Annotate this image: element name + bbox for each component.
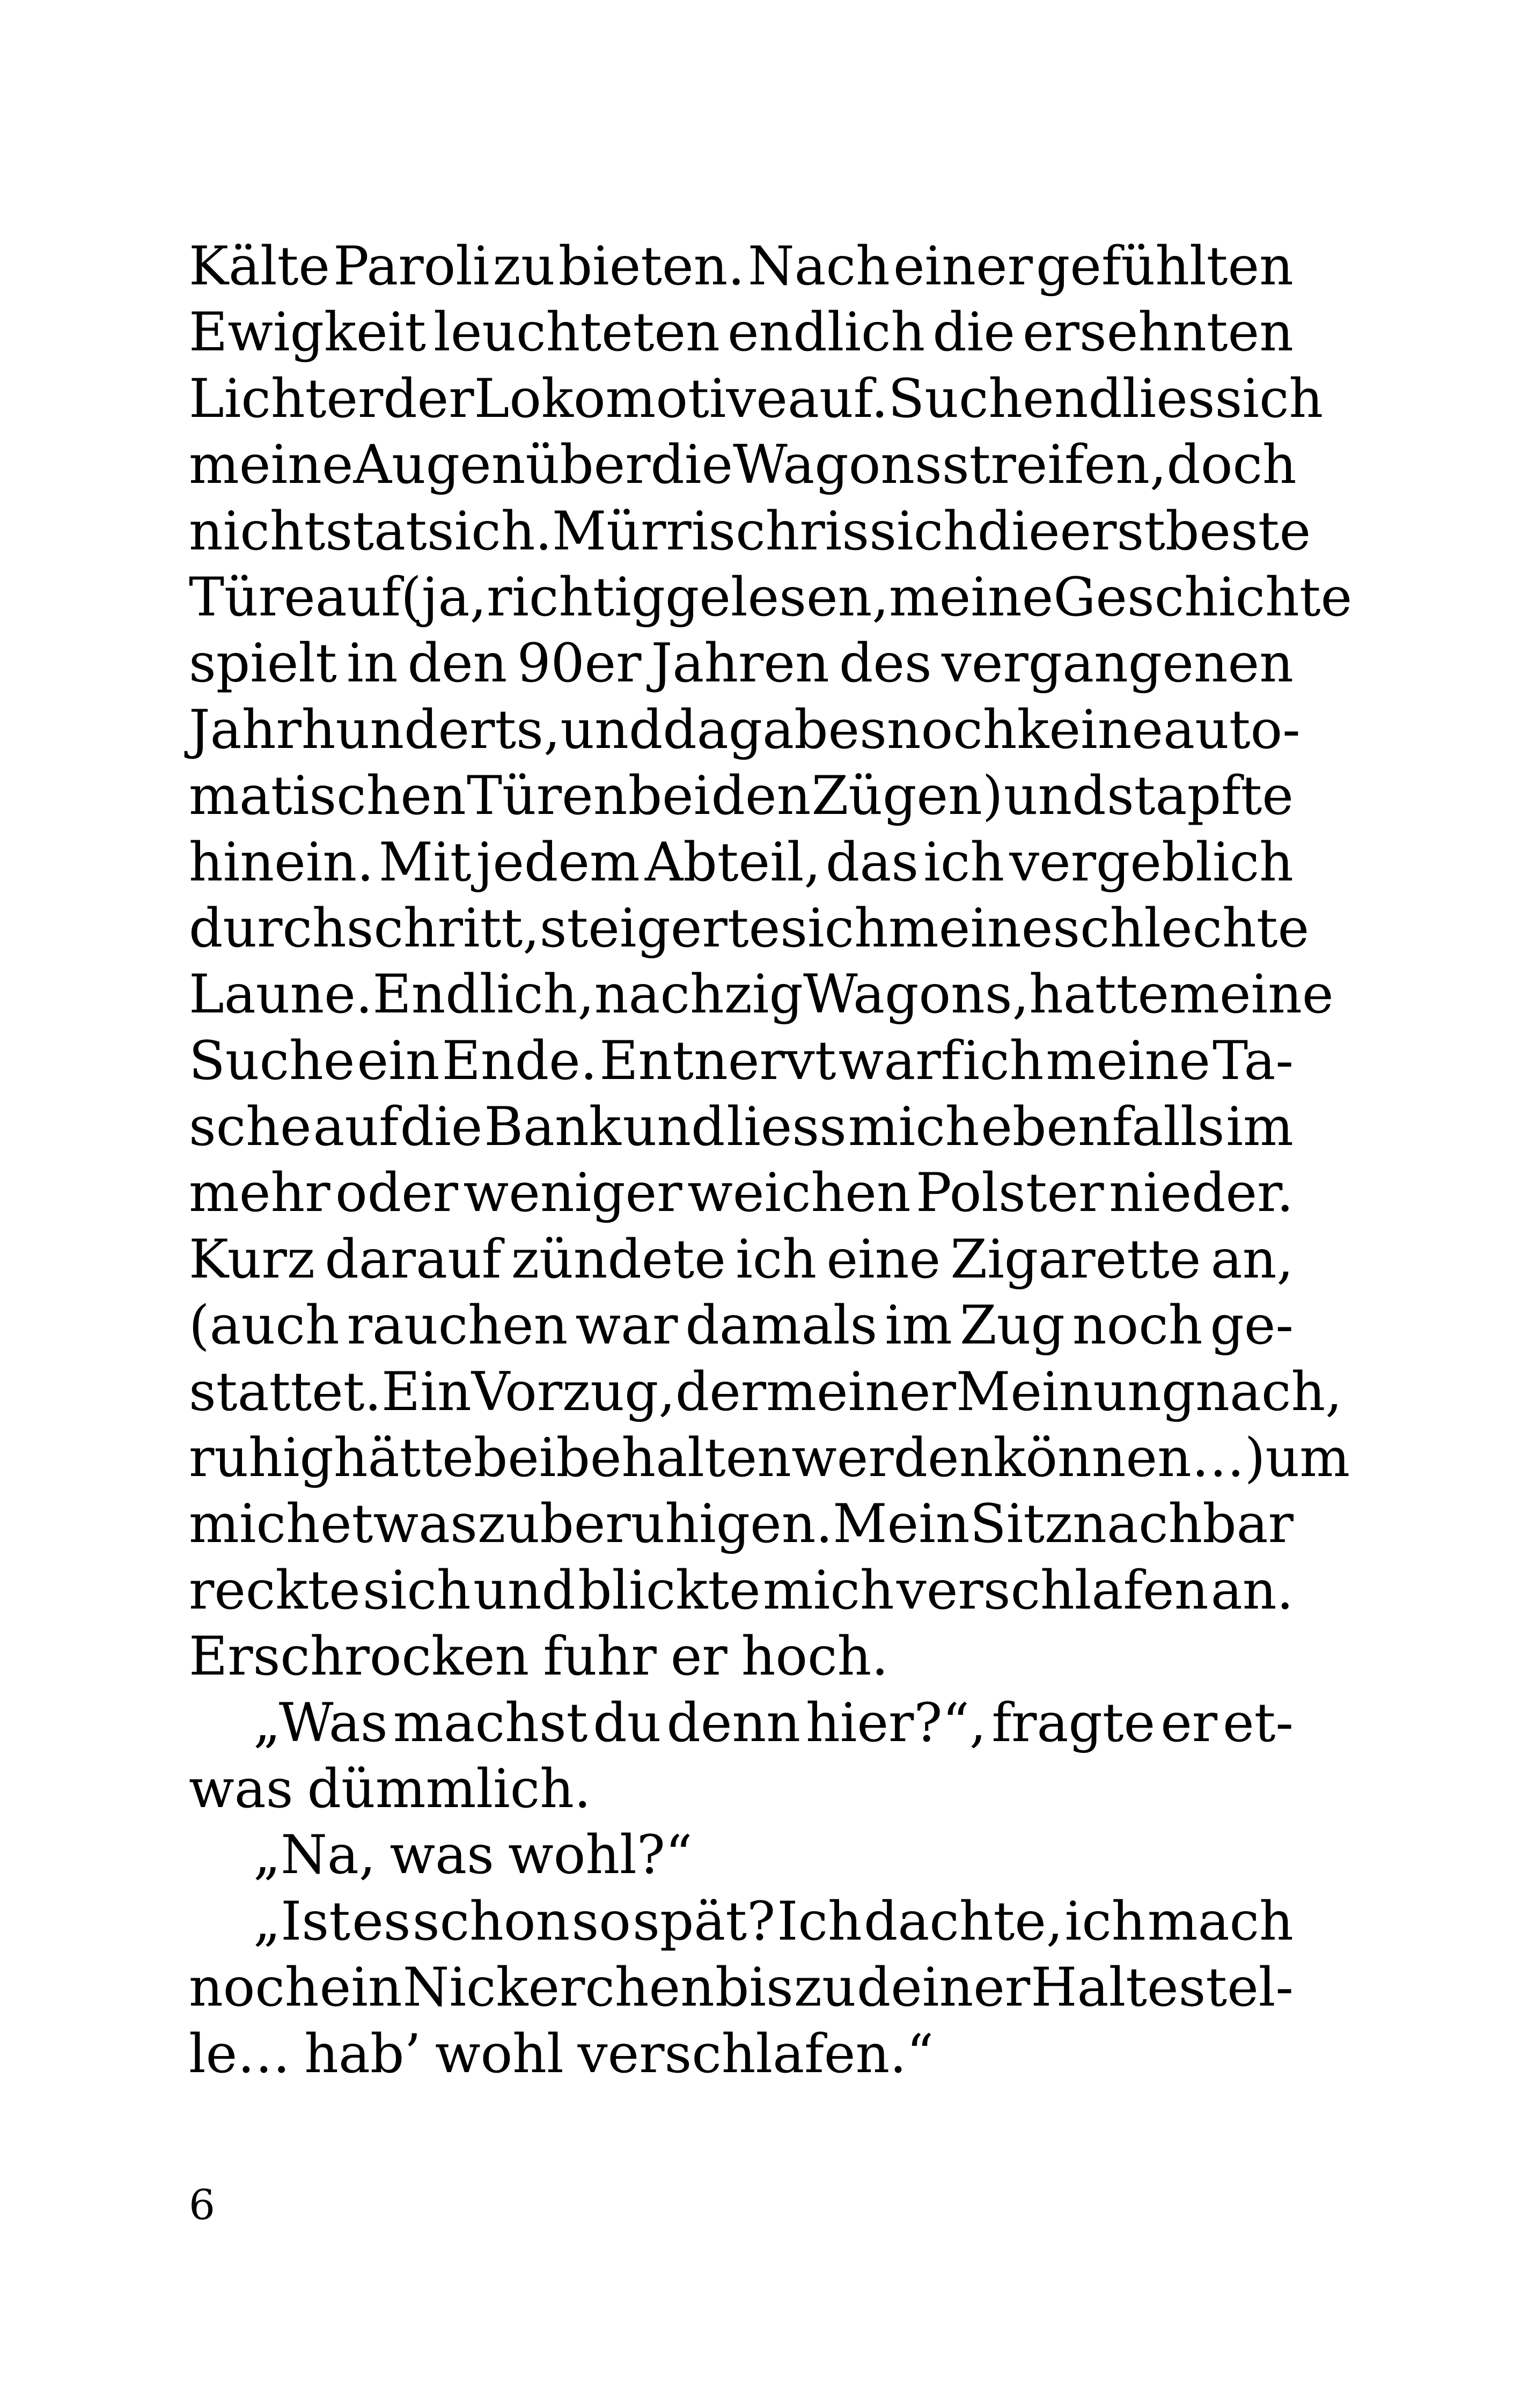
word: Erschrocken [189,1626,530,1688]
word: der [675,1361,767,1423]
word: mich [189,1493,320,1555]
word: auf [315,566,401,628]
word: denn [666,1692,801,1754]
word: sich [363,1559,471,1621]
text-line [189,1293,1294,1359]
word: und [1003,765,1106,827]
word: hinein. [189,831,374,893]
word: ein [319,1957,402,2019]
word: Abteil, [644,831,821,893]
word: Bank [484,1096,621,1158]
word: mehr [189,1162,330,1224]
word: Jahren [651,633,829,695]
word: auto- [1163,699,1300,761]
word: nach, [1195,1361,1342,1423]
word: vergangenen [941,633,1294,695]
word: matischen [189,765,466,827]
word: keine [1017,699,1164,761]
word: streifen, [942,434,1167,496]
word: es [352,1890,411,1952]
word: machst [393,1692,588,1754]
word: stapfte [1106,765,1294,827]
word: Türen [466,765,628,827]
word: beibehalten [473,1427,792,1489]
text-line [189,1160,1294,1226]
word: Nach [748,236,890,297]
word: rauchen [347,1295,568,1357]
word: gelesen, [665,566,889,628]
word: das [825,831,919,893]
word: (auch [189,1295,340,1357]
word: in [347,633,398,695]
word: der [383,368,474,430]
word: ersehnten [1023,302,1294,364]
word: es [828,699,887,761]
text-line [189,829,1294,895]
word: steigerte [539,897,781,959]
word: Laune. [189,964,373,1026]
word: reckte [189,1559,361,1621]
word: auf [313,1096,399,1158]
word: Ich [777,1890,862,1952]
word: vergeblich [1009,831,1294,893]
word: du [593,1692,662,1754]
word: ich [923,831,1005,893]
word: ebenfalls [981,1096,1225,1158]
word: Sitznachbar [969,1493,1294,1555]
word: Lichter [189,368,384,430]
text-line [189,1889,1294,1955]
word: etwas [320,1493,477,1555]
page-number: 6 [189,2182,215,2229]
word: riss [799,500,897,562]
word: einer [893,236,1033,297]
word: Meinung [956,1361,1196,1423]
word: was [390,1824,494,1886]
text-line [189,1822,1294,1888]
word: Polster [916,1162,1104,1224]
text-line [189,498,1311,564]
word: le… [189,2023,291,2085]
word: „Ist [253,1890,350,1952]
text-line [189,233,1294,299]
word: leuchteten [433,302,720,364]
word: spät? [633,1890,776,1952]
word: blickte [578,1559,761,1621]
word: fuhr [543,1626,657,1688]
word: und [560,699,663,761]
word: damals [685,1295,878,1357]
word: war [575,1295,678,1357]
text-line [189,1227,1294,1293]
word: verschlafen.“ [577,2023,934,2085]
word: und [473,1559,576,1621]
word: sich. [427,500,552,562]
word: hatte [1029,964,1170,1026]
word: so [571,1890,631,1952]
word: die [650,434,733,496]
word: et- [1223,1692,1294,1754]
word: Entnervt [599,1030,836,1092]
word: er [1160,1692,1218,1754]
word: Ende. [442,1030,598,1092]
word: Suchend [888,368,1122,430]
word: wohl?“ [508,1824,693,1886]
text-line [189,763,1294,829]
word: mich [848,1096,980,1158]
word: Lokomotive [474,368,788,430]
word: an. [1210,1559,1294,1621]
word: liess [1122,368,1243,430]
text-line [189,961,1334,1027]
word: fragte [991,1692,1156,1754]
word: zu [477,1493,540,1555]
word: ich [962,1030,1044,1092]
word: Augen [353,434,526,496]
word: hätte [333,1427,474,1489]
word: eine [826,1228,941,1290]
word: stattet. [189,1361,382,1423]
word: sich [780,897,888,959]
word: noch [189,1957,319,2019]
text-line [189,564,1353,630]
word: gab [728,699,828,761]
word: Mit [378,831,472,893]
word: ge- [1210,1295,1294,1357]
word: bieten. [558,236,745,297]
text-line [189,697,1300,763]
word: die [400,1096,483,1158]
word: nach [594,964,724,1026]
word: zig [724,964,803,1026]
word: was [189,1758,293,1820]
word: verschlafen [896,1559,1209,1621]
text-line [189,1558,1294,1624]
word: durchschritt, [189,897,540,959]
word: sche [189,1096,312,1158]
word: im [885,1295,952,1357]
word: Paroli [333,236,490,297]
word: Geschichte [1053,566,1353,628]
word: im [1226,1096,1294,1158]
word: richtig [486,566,665,628]
word: Vorzug, [471,1361,675,1423]
word: nieder. [1109,1162,1294,1224]
text-line [189,1624,1294,1690]
word: meine [189,434,354,496]
text-line [189,1094,1294,1160]
word: um [1265,1427,1350,1489]
word: Wagons [733,434,942,496]
text-line [189,1028,1294,1094]
word: des [839,633,932,695]
word: er [670,1626,728,1688]
word: ruhig [189,1427,334,1489]
word: zu [493,236,555,297]
text-line [189,299,1294,365]
word: ich [736,1228,817,1290]
word: Endlich, [372,964,594,1026]
text-line [189,1359,1342,1425]
word: bei [628,765,711,827]
word: Jahrhunderts, [189,699,561,761]
word: weniger [463,1162,682,1224]
word: den [407,633,508,695]
word: ein [357,1030,440,1092]
word: ich [897,500,978,562]
word: hab’ [304,2023,421,2085]
word: Ein [381,1361,472,1423]
word: Ewigkeit [189,302,427,364]
word: spielt [189,633,337,695]
word: ich [1242,368,1324,430]
word: Türe [189,566,315,628]
word: meine [1046,1030,1210,1092]
word: Kälte [189,236,330,297]
word: mich [762,1559,894,1621]
word: meine [888,566,1054,628]
word: meine [888,897,1053,959]
word: Zigarette [950,1228,1201,1290]
word: Zügen) [811,765,1003,827]
text-line [189,432,1297,498]
word: noch [886,699,1017,761]
word: über [525,434,651,496]
word: hier?“, [806,1692,987,1754]
word: nichts [189,500,353,562]
word: schon [412,1890,570,1952]
word: jedem [476,831,640,893]
word: die [932,302,1015,364]
word: beruhigen. [540,1493,833,1555]
word: bis [715,1957,793,2019]
text-line [189,1425,1350,1491]
word: deiner [856,1957,1031,2019]
word: warf [838,1030,961,1092]
word: Nickerchen [402,1957,715,2019]
word: meiner [766,1361,956,1423]
word: „Na, [253,1824,376,1886]
word: an, [1210,1228,1294,1290]
word: schlechte [1053,897,1310,959]
word: (ja, [401,566,487,628]
word: 90er [517,633,642,695]
word: Kurz [189,1228,315,1290]
word: liess [726,1096,847,1158]
word: da [663,699,729,761]
word: Zug [959,1295,1065,1357]
word: weichen [687,1162,911,1224]
word: zu [793,1957,856,2019]
text-line [189,630,1294,696]
word: gefühlten [1036,236,1294,297]
word: noch [1072,1295,1203,1357]
word: können…) [993,1427,1266,1489]
word: meine [1169,964,1334,1026]
word: hoch. [741,1626,888,1688]
word: dümmlich. [307,1758,591,1820]
word: den [711,765,811,827]
word: darauf [325,1228,502,1290]
word: und [622,1096,725,1158]
word: zündete [511,1228,726,1290]
word: werden [791,1427,994,1489]
word: Suche [189,1030,355,1092]
word: die [977,500,1060,562]
word: Haltestel- [1031,1957,1294,2019]
word: doch [1166,434,1297,496]
text-line [189,2021,1294,2087]
body-text [189,233,1353,2087]
text-line [189,1491,1294,1557]
word: ich [1064,1890,1146,1952]
word: mach [1147,1890,1294,1952]
word: dachte, [863,1890,1063,1952]
word: „Was [253,1692,388,1754]
text-line [189,895,1310,961]
word: auf. [788,368,888,430]
word: wohl [435,2023,564,2085]
text-line [189,1955,1294,2021]
word: Ta- [1213,1030,1294,1092]
text-line [189,366,1324,432]
word: endlich [727,302,925,364]
word: Wagons, [803,964,1030,1026]
text-line [189,1756,1294,1822]
word: erstbeste [1060,500,1311,562]
word: Mürrisch [552,500,800,562]
word: tat [352,500,427,562]
word: Mein [833,1493,970,1555]
text-line [189,1690,1294,1756]
word: oder [335,1162,458,1224]
